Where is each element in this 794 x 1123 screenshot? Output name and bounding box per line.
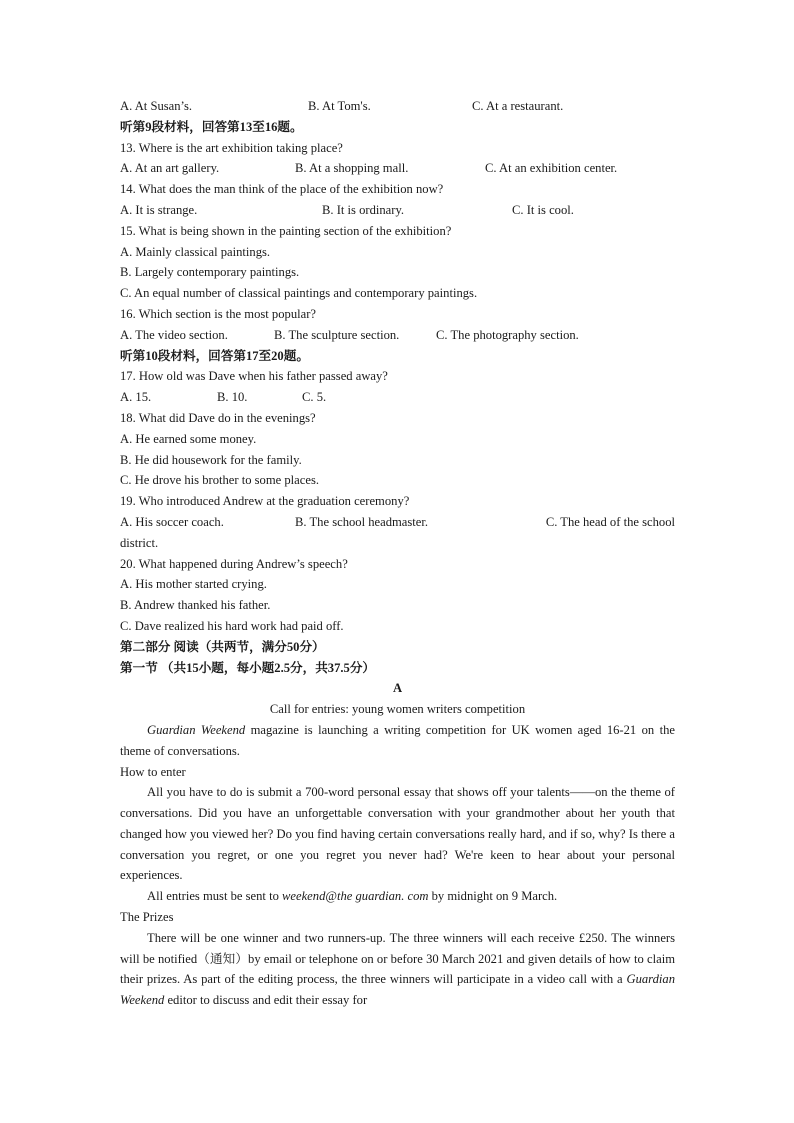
q20-stem: 20. What happened during Andrew’s speech? bbox=[120, 556, 348, 571]
q14-option-c: C. It is cool. bbox=[512, 202, 574, 217]
q15-option-b: B. Largely contemporary paintings. bbox=[120, 265, 300, 280]
q14-stem: 14. What does the man think of the place of the exhibition now? bbox=[120, 182, 444, 197]
prizes-heading: The Prizes bbox=[120, 910, 174, 925]
how-to-enter-paragraph: All you have to do is submit a 700-word personal essay that shows off your talents——on the theme of conversations. Did you have an unforgettable conversation with your grandmother about her youth that changed how you viewed her? Do you find having certain conversations really hard, and if so, why? Is there a conversation you regret, or one you regret you never had? We're keen to hear about your personal experiences. bbox=[120, 785, 675, 883]
intro-text: magazine is launching a writing competition for UK women aged 16-21 on the theme of conversations. bbox=[120, 722, 676, 758]
passage-intro bbox=[120, 720, 675, 762]
entries-suffix: by midnight on 9 March. bbox=[428, 889, 558, 904]
q17-option-b: B. 10. bbox=[217, 390, 248, 405]
passage-title: Call for entries: young women writers competition bbox=[269, 702, 526, 717]
section1-header: 第一节 （共15小题，每小题2.5分，共37.5分） bbox=[120, 660, 376, 675]
q16-option-a: A. The video section. bbox=[120, 327, 228, 342]
q12-option-a: A. At Susan’s. bbox=[120, 99, 193, 113]
prizes-text-1: There will be one winner and two runners-up. The three winners will each receive £250. The winners will be notified（通知）by email or telephone on or before 30 March 2021 and given details of how to claim their prizes. As part of the editing process, the three winners will participate in a video call with a bbox=[120, 930, 675, 987]
section10-header: 听第10段材料，回答第17至20题。 bbox=[120, 348, 309, 363]
q12-option-c: C. At a restaurant. bbox=[472, 99, 564, 113]
q13-option-c: C. At an exhibition center. bbox=[485, 161, 618, 176]
q18-stem: 18. What did Dave do in the evenings? bbox=[120, 410, 316, 425]
q17-stem: 17. How old was Dave when his father passed away? bbox=[120, 369, 388, 384]
q13-option-b: B. At a shopping mall. bbox=[295, 161, 409, 176]
q13-option-a: A. At an art gallery. bbox=[120, 161, 220, 176]
q15-option-c: C. An equal number of classical paintings and contemporary paintings. bbox=[120, 286, 478, 301]
q19-continuation: district. bbox=[120, 535, 159, 550]
how-to-enter-heading: How to enter bbox=[120, 764, 186, 779]
section9-header: 听第9段材料，回答第13至16题。 bbox=[120, 119, 303, 134]
prizes-paragraph bbox=[120, 928, 675, 1011]
q17-option-c: C. 5. bbox=[302, 390, 327, 405]
q19-option-c: C. The head of the school bbox=[545, 514, 675, 529]
q20-option-a: A. His mother started crying. bbox=[120, 577, 267, 592]
q18-option-a: A. He earned some money. bbox=[120, 431, 257, 446]
document-page bbox=[120, 96, 675, 1011]
part2-header: 第二部分 阅读（共两节，满分50分） bbox=[120, 639, 325, 654]
q12-option-b: B. At Tom's. bbox=[308, 99, 371, 113]
q14-options bbox=[120, 200, 675, 221]
entries-paragraph bbox=[120, 886, 675, 907]
q14-option-a: A. It is strange. bbox=[120, 202, 198, 217]
q13-stem: 13. Where is the art exhibition taking place? bbox=[120, 140, 343, 155]
passage-letter: A bbox=[392, 681, 403, 696]
q19-option-a: A. His soccer coach. bbox=[120, 514, 224, 529]
q16-option-c: C. The photography section. bbox=[436, 327, 579, 342]
prizes-text-2: editor to discuss and edit their essay for bbox=[164, 993, 368, 1008]
entries-email: weekend@the guardian. com bbox=[282, 889, 429, 904]
q20-option-c: C. Dave realized his hard work had paid off. bbox=[120, 618, 344, 633]
q18-option-c: C. He drove his brother to some places. bbox=[120, 473, 320, 488]
q20-option-b: B. Andrew thanked his father. bbox=[120, 598, 271, 613]
q18-option-b: B. He did housework for the family. bbox=[120, 452, 302, 467]
q19-stem: 19. Who introduced Andrew at the graduation ceremony? bbox=[120, 494, 410, 509]
q17-option-a: A. 15. bbox=[120, 390, 152, 405]
prizes-magazine-name: Guardian Weekend bbox=[120, 972, 675, 1008]
q15-option-a: A. Mainly classical paintings. bbox=[120, 244, 271, 259]
q15-stem: 15. What is being shown in the painting section of the exhibition? bbox=[120, 223, 452, 238]
q16-options bbox=[120, 325, 675, 346]
entries-prefix: All entries must be sent to bbox=[147, 889, 283, 904]
q12-options bbox=[120, 96, 675, 117]
intro-magazine-name: Guardian Weekend bbox=[147, 722, 246, 737]
q16-option-b: B. The sculpture section. bbox=[274, 327, 400, 342]
q19-options bbox=[120, 512, 675, 533]
q13-options bbox=[120, 158, 675, 179]
q19-option-b: B. The school headmaster. bbox=[295, 514, 429, 529]
q16-stem: 16. Which section is the most popular? bbox=[120, 306, 316, 321]
q14-option-b: B. It is ordinary. bbox=[322, 202, 405, 217]
q17-options bbox=[120, 387, 675, 408]
